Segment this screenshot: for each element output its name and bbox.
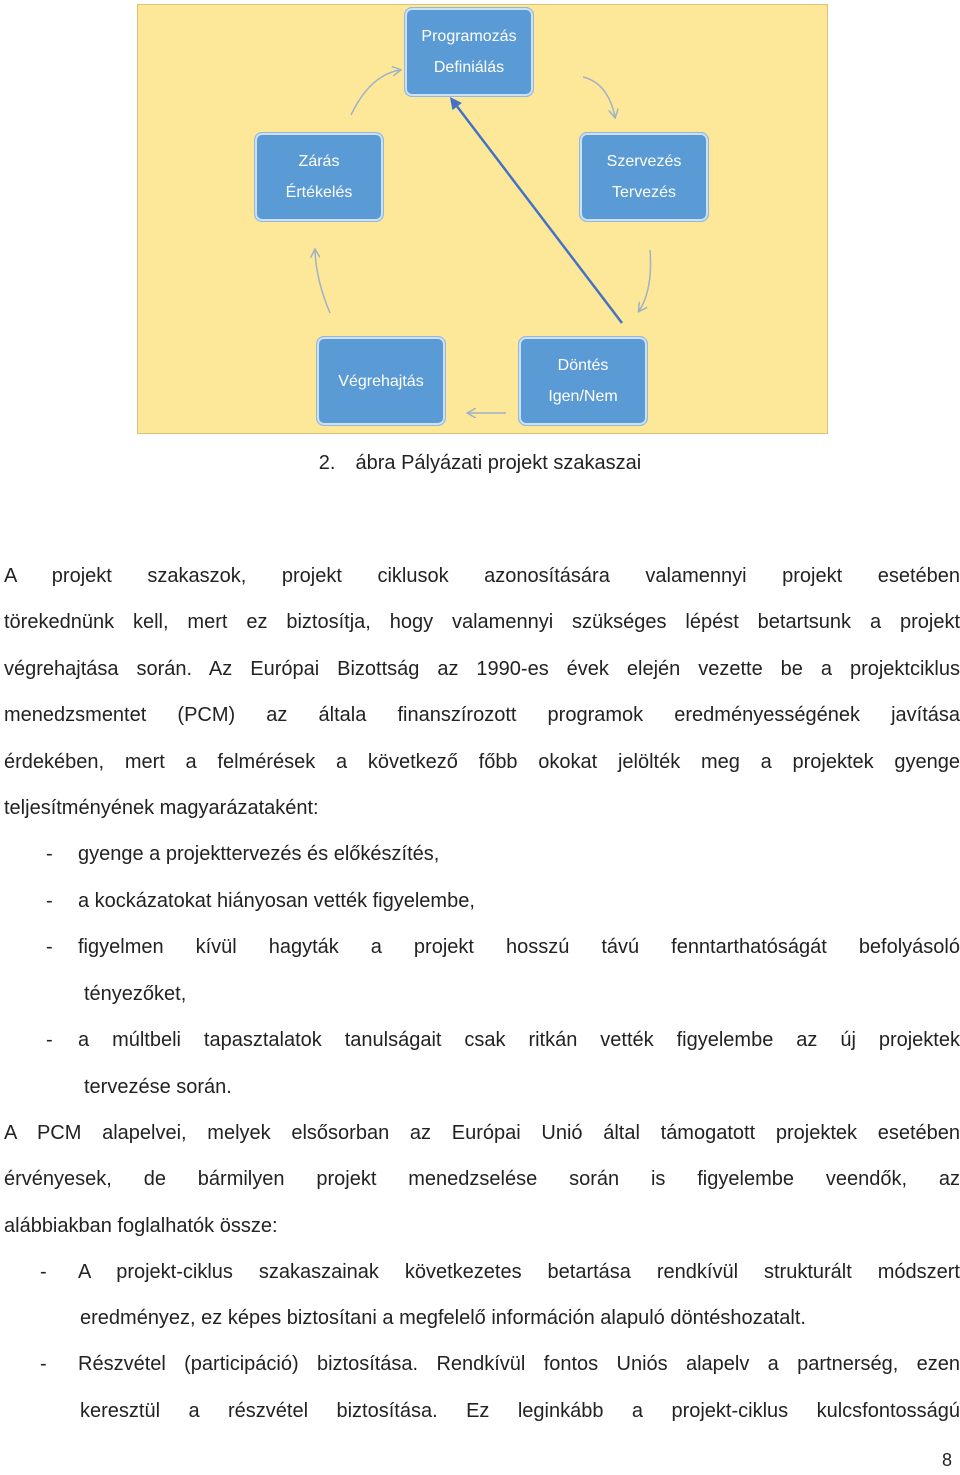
paragraph-line: végrehajtása során. Az Európai Bizottság az 1990-es évek elején vezette be a projektciklus	[4, 658, 960, 680]
list-item-continuation: eredményez, ez képes biztosítani a megfelelő információn alapuló döntéshozatalt.	[80, 1307, 806, 1329]
node-label: Igen/Nem	[548, 388, 618, 405]
list-item: figyelmen kívül hagyták a projekt hosszú távú fenntarthatóságát befolyásoló	[78, 936, 960, 958]
figure-caption-text: ábra Pályázati projekt szakaszai	[355, 452, 642, 474]
figure-caption	[0, 452, 960, 475]
node-label: Definiálás	[433, 59, 505, 76]
arrow-closing-to-definition	[351, 70, 400, 115]
list-item-continuation: tényezőket,	[84, 983, 187, 1005]
paragraph-line: A projekt szakaszok, projekt ciklusok azonosítására valamennyi projekt esetében	[4, 565, 960, 587]
node-label: Programozás	[421, 28, 517, 45]
list-item: A projekt-ciklus szakaszainak következetes betartása rendkívül strukturált módszert	[78, 1261, 960, 1283]
list-item: a múltbeli tapasztalatok tanulságait csak ritkán vették figyelembe az új projektek	[78, 1029, 960, 1051]
arrow-organisation-to-decision	[639, 250, 651, 311]
node-label: Szervezés	[606, 153, 682, 170]
list-bullet: -	[40, 1353, 47, 1375]
list-item: a kockázatokat hiányosan vették figyelembe,	[78, 890, 475, 912]
figure-number: 2.	[318, 452, 336, 474]
node-label: Végrehajtás	[338, 372, 424, 390]
node-execution	[316, 336, 446, 426]
list-bullet: -	[46, 936, 53, 958]
paragraph-line: érdekében, mert a felmérések a következő főbb okokat jelölték meg a projektek gyenge	[4, 751, 960, 773]
node-programming-definition	[404, 7, 534, 97]
list-item: gyenge a projekttervezés és előkészítés,	[78, 843, 440, 865]
paragraph-line: törekednünk kell, mert ez biztosítja, hogy valamennyi szükséges lépést betartsunk a projekt	[4, 611, 960, 633]
paragraph-line: menedzsmentet (PCM) az általa finanszírozott programok eredményességének javítása	[4, 704, 960, 726]
paragraph-line: alábbiakban foglalhatók össze:	[4, 1215, 278, 1237]
node-label: Zárás	[298, 153, 340, 170]
phase-cycle-diagram	[137, 4, 828, 434]
arrow-execution-to-closing	[315, 250, 330, 313]
list-item: Részvétel (participáció) biztosítása. Rendkívül fontos Uniós alapelv a partnerség, ezen	[78, 1353, 960, 1375]
node-label: Tervezés	[611, 184, 677, 201]
list-bullet: -	[46, 1029, 53, 1051]
node-label: Értékelés	[285, 184, 353, 201]
paragraph-line: érvényesek, de bármilyen projekt menedzselése során is figyelembe veendők, az	[4, 1168, 960, 1190]
paragraph-line: teljesítményének magyarázataként:	[4, 797, 319, 819]
page-number: 8	[941, 1450, 952, 1470]
list-item-continuation: tervezése során.	[84, 1076, 232, 1098]
node-closing-evaluation	[254, 132, 384, 222]
arrow-definition-to-organisation	[583, 77, 615, 117]
list-bullet: -	[46, 890, 53, 912]
list-bullet: -	[46, 843, 53, 865]
node-decision	[518, 336, 648, 426]
node-label: Döntés	[557, 357, 609, 374]
list-item-continuation: keresztül a részvétel biztosítása. Ez leginkább a projekt-ciklus kulcsfontosságú	[80, 1400, 960, 1422]
list-bullet: -	[40, 1261, 47, 1283]
node-organisation-planning	[579, 132, 709, 222]
paragraph-line: A PCM alapelvei, melyek elsősorban az Európai Unió által támogatott projektek esetében	[4, 1122, 960, 1144]
